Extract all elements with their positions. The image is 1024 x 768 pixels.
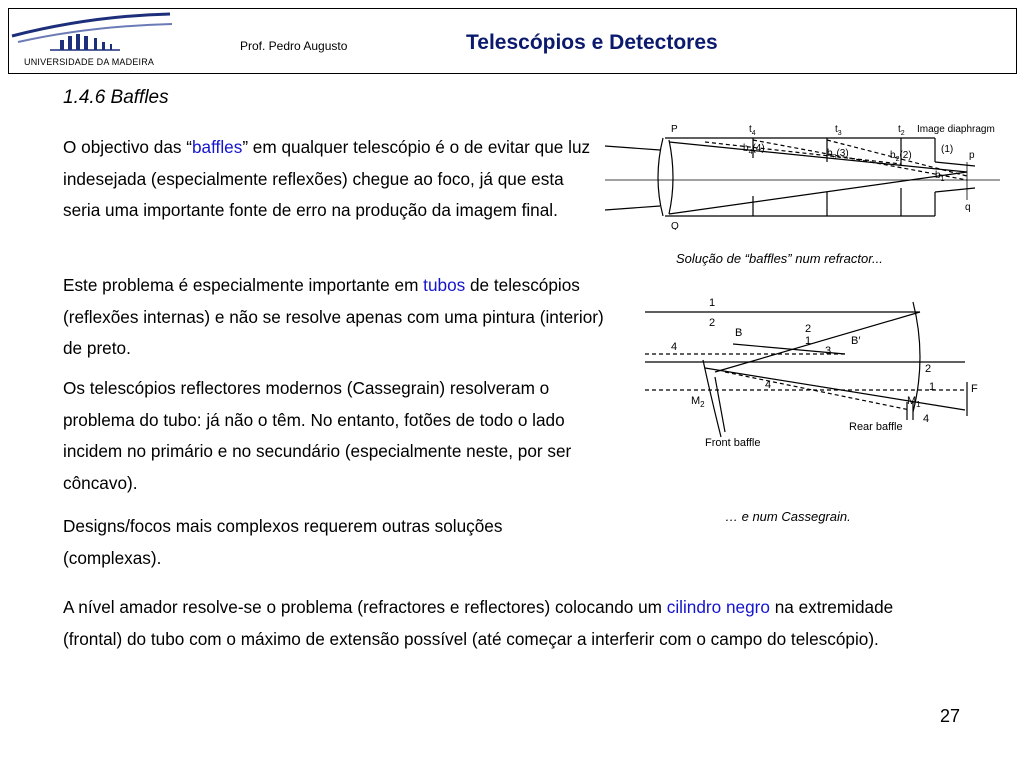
label-t3: $t_3$ [835, 124, 842, 137]
label-b2: $b_2(2)$ [890, 150, 912, 163]
label-M2: $M_2$ [691, 395, 705, 409]
label-ray-2c: 2 [925, 363, 932, 375]
cassegrain-caption: … e num Cassegrain. [725, 509, 851, 524]
paragraph-amateur-solution: A nível amador resolve-se o problema (refractores e reflectores) colocando um cilindro negro na extremidade (frontal) do tubo com o máximo de extensão possível (até começar a interferir com o campo do telescópio). [63, 597, 894, 649]
label-ray-4: 4 [671, 341, 678, 353]
paragraph-cassegrain: Os telescópios reflectores modernos (Cassegrain) resolveram o problema do tubo: já não o têm. No entanto, fotões de todo o lado incidem no primário e no secundário (especialmente neste, por ser côncavo). [63, 378, 572, 493]
label-front-baffle: Front baffle [705, 437, 761, 449]
label-B: B [735, 327, 743, 339]
label-p: p [969, 150, 975, 161]
highlight-cilindro-negro: cilindro negro [666, 597, 770, 617]
highlight-tubos: tubos [423, 275, 466, 295]
label-ray-4b: 4 [765, 379, 772, 391]
cassegrain-baffles-diagram [645, 292, 985, 452]
refractor-caption: Solução de “baffles” num refractor... [676, 251, 883, 266]
label-ray-2: 2 [709, 317, 716, 329]
highlight-baffles: baffles [191, 137, 243, 157]
label-b3: $b_3(3)$ [827, 148, 849, 161]
label-b1: $b_1$ [935, 170, 945, 183]
label-ray-1c: 1 [929, 381, 936, 393]
paragraph-complex-designs: Designs/focos mais complexos requerem outras soluções (complexas). [63, 516, 503, 568]
label-t4: $t_4$ [749, 124, 756, 137]
paragraph-tube-problem: Este problema é especialmente importante em tubos de telescópios (reflexões internas) e não se resolve apenas com uma pintura (interior) de preto. [63, 275, 604, 358]
label-B-prime: B′ [851, 335, 861, 347]
deck-title: Telescópios e Detectores [466, 31, 718, 54]
section-title: 1.4.6 Baffles [63, 87, 169, 108]
university-name: UNIVERSIDADE DA MADEIRA [24, 57, 155, 67]
label-ray-4c: 4 [923, 413, 930, 425]
label-ray-2b: 2 [805, 323, 812, 335]
label-ray-1: 1 [709, 297, 716, 309]
label-ray-1b: 1 [805, 335, 812, 347]
label-t2: $t_2$ [898, 124, 905, 137]
paragraph-baffles-objective: O objectivo das “baffles” em qualquer telescópio é o de evitar que luz indesejada (especialmente reflexões) chegue ao foco, já que esta seria uma importante fonte de erro na produção da imagem final. [63, 137, 591, 220]
label-n1: (1) [941, 144, 954, 155]
label-q: q [965, 202, 971, 213]
label-b4: $b_4(4)$ [743, 143, 765, 156]
label-image-diaphragm: Image diaphragm [917, 124, 995, 135]
refractor-baffles-diagram [605, 118, 1010, 230]
university-logo-graphic [10, 6, 180, 56]
label-F: F [971, 383, 978, 395]
author-name: Prof. Pedro Augusto [240, 39, 348, 53]
label-P: P [671, 124, 678, 135]
university-logo [10, 6, 180, 70]
label-ray-3: 3 [825, 345, 832, 357]
label-M1: $M_1$ [907, 395, 921, 409]
label-Q: Q [671, 221, 679, 230]
label-rear-baffle: Rear baffle [849, 421, 903, 433]
page-number: 27 [940, 706, 961, 726]
